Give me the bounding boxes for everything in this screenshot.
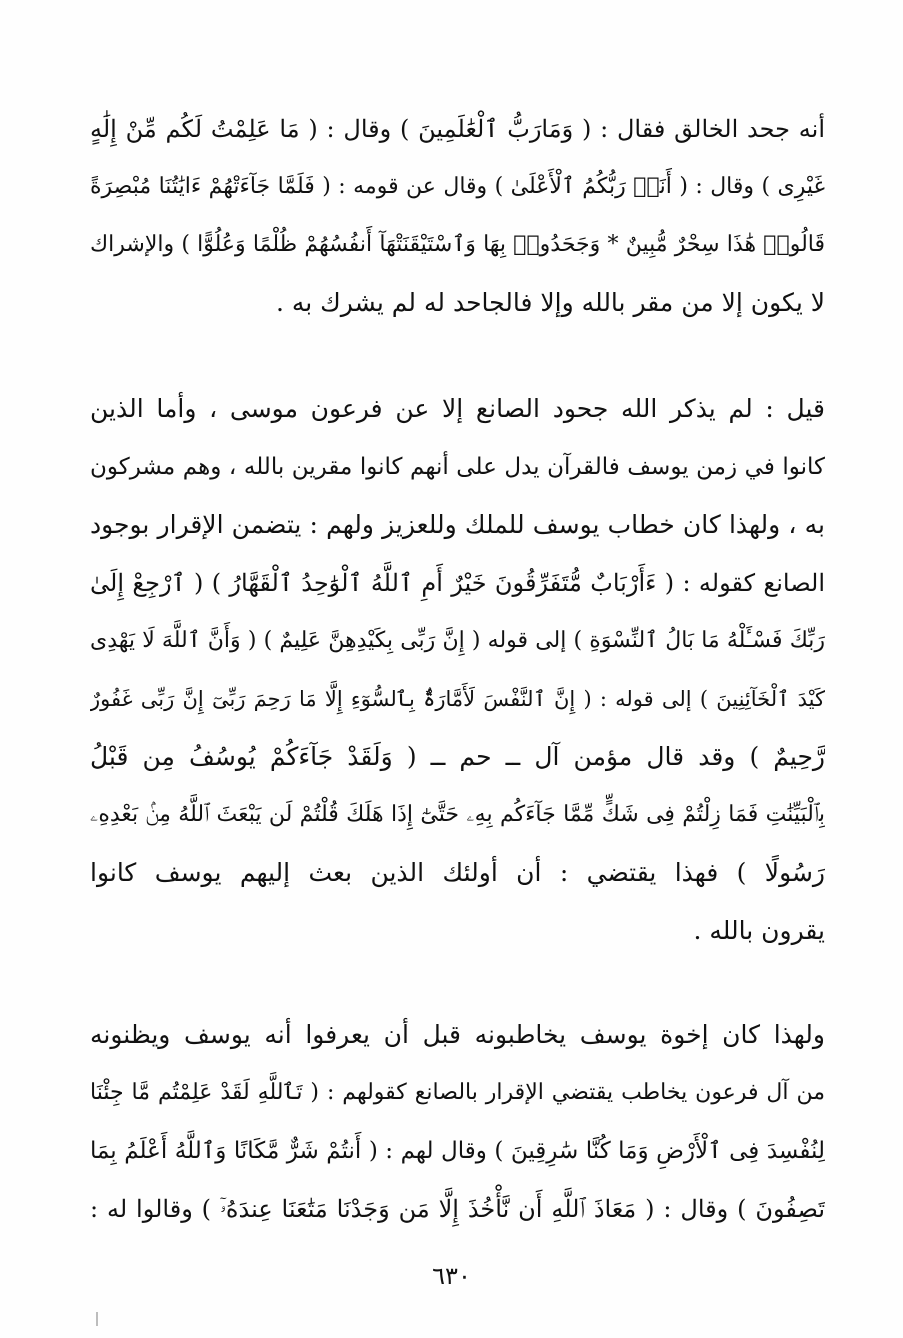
- text-line: كَيْدَ ٱلْخَآئِنِينَ ) إلى قوله : ( إِنَّ ٱلنَّفْسَ لَأَمَّارَةٌۢ بِٱلسُّوٓءِ إِلَّا مَا رَحِمَ رَبِّىٓ إِنَّ رَبِّى غَفُورٌ: [90, 687, 825, 711]
- text-line: أنه جحد الخالق فقال : ( وَمَارَبُّ ٱلْعَٰلَمِينَ ) وقال : ( مَا عَلِمْتُ لَكُم مِّنْ إِلَٰهٍ: [90, 115, 825, 143]
- text-line: غَيْرِى ) وقال : ( أَنَا۠ رَبُّكُمُ ٱلْأَعْلَىٰ ) وقال عن قومه : ( فَلَمَّا جَآءَتْهُمْ ءَايَٰتُنَا مُبْصِرَةً: [90, 174, 825, 199]
- text-line: قَالُوا۟ هَٰذَا سِحْرٌ مُّبِينٌ * وَجَحَدُوا۟ بِهَا وَٱسْتَيْقَنَتْهَآ أَنفُسُهُمْ ظُلْمًا وَعُلُوًّا ) والإشراك: [90, 232, 825, 257]
- text-line: رَّحِيمٌ ) وقد قال مؤمن آل ــ حم ــ ( وَلَقَدْ جَآءَكُمْ يُوسُفُ مِن قَبْلُ: [90, 742, 825, 771]
- text-line: رَسُولًا ) فهذا يقتضي : أن أولئك الذين بعث إليهم يوسف كانوا: [90, 858, 825, 887]
- text-line: ولهذا كان إخوة يوسف يخاطبونه قبل أن يعرفوا أنه يوسف ويظنونه: [90, 1020, 825, 1049]
- text-line: به ، ولهذا كان خطاب يوسف للملك وللعزيز ولهم : يتضمن الإقرار بوجود: [90, 510, 825, 539]
- text-line: يقرون بالله .: [693, 916, 825, 945]
- text-line: بِٱلْبَيِّنَٰتِ فَمَا زِلْتُمْ فِى شَكٍّ مِّمَّا جَآءَكُم بِهِۦ حَتَّىٰٓ إِذَا هَلَكَ قُلْتُمْ لَن يَبْعَثَ ٱللَّهُ مِنۢ بَعْدِهِۦ: [90, 802, 825, 827]
- text-line: من آل فرعون يخاطب يقتضي الإقرار بالصانع كقولهم : ( تَٱللَّهِ لَقَدْ عَلِمْتُم مَّا جِئْنَا: [90, 1080, 825, 1105]
- text-line: تَصِفُونَ ) وقال : ( مَعَاذَ ٱللَّهِ أَن نَّأْخُذَ إِلَّا مَن وَجَدْنَا مَتَٰعَنَا عِندَهُۥٓ ) وقالوا له :: [90, 1195, 825, 1223]
- text-line: كانوا في زمن يوسف فالقرآن يدل على أنهم كانوا مقرين بالله ، وهم مشركون: [90, 454, 825, 480]
- page-number: ٦٣٠: [432, 1262, 471, 1290]
- paragraph-1: [90, 100, 825, 332]
- text-line: لِنُفْسِدَ فِى ٱلْأَرْضِ وَمَا كُنَّا سَٰرِقِينَ ) وقال لهم : ( أَنتُمْ شَرٌّ مَّكَانًا وَٱللَّهُ أَعْلَمُ بِمَا: [90, 1138, 825, 1164]
- text-line: رَبِّكَ فَسْـَٔلْهُ مَا بَالُ ٱلنِّسْوَةِ ) إلى قوله ( إِنَّ رَبِّى بِكَيْدِهِنَّ عَلِيمٌ ) ( وَأَنَّ ٱللَّهَ لَا يَهْدِى: [90, 628, 825, 653]
- text-line: الصانع كقوله : ( ءَأَرْبَابٌ مُّتَفَرِّقُونَ خَيْرٌ أَمِ ٱللَّهُ ٱلْوَٰحِدُ ٱلْقَهَّارُ ) ( ٱرْجِعْ إِلَىٰ: [90, 569, 825, 597]
- paragraph-3: [90, 1006, 825, 1238]
- scan-mark: [96, 1312, 98, 1326]
- paragraph-2: [90, 380, 825, 960]
- text-line: لا يكون إلا من مقر بالله وإلا فالجاحد له لم يشرك به .: [275, 288, 825, 317]
- text-line: قيل : لم يذكر الله جحود الصانع إلا عن فرعون موسى ، وأما الذين: [90, 394, 825, 423]
